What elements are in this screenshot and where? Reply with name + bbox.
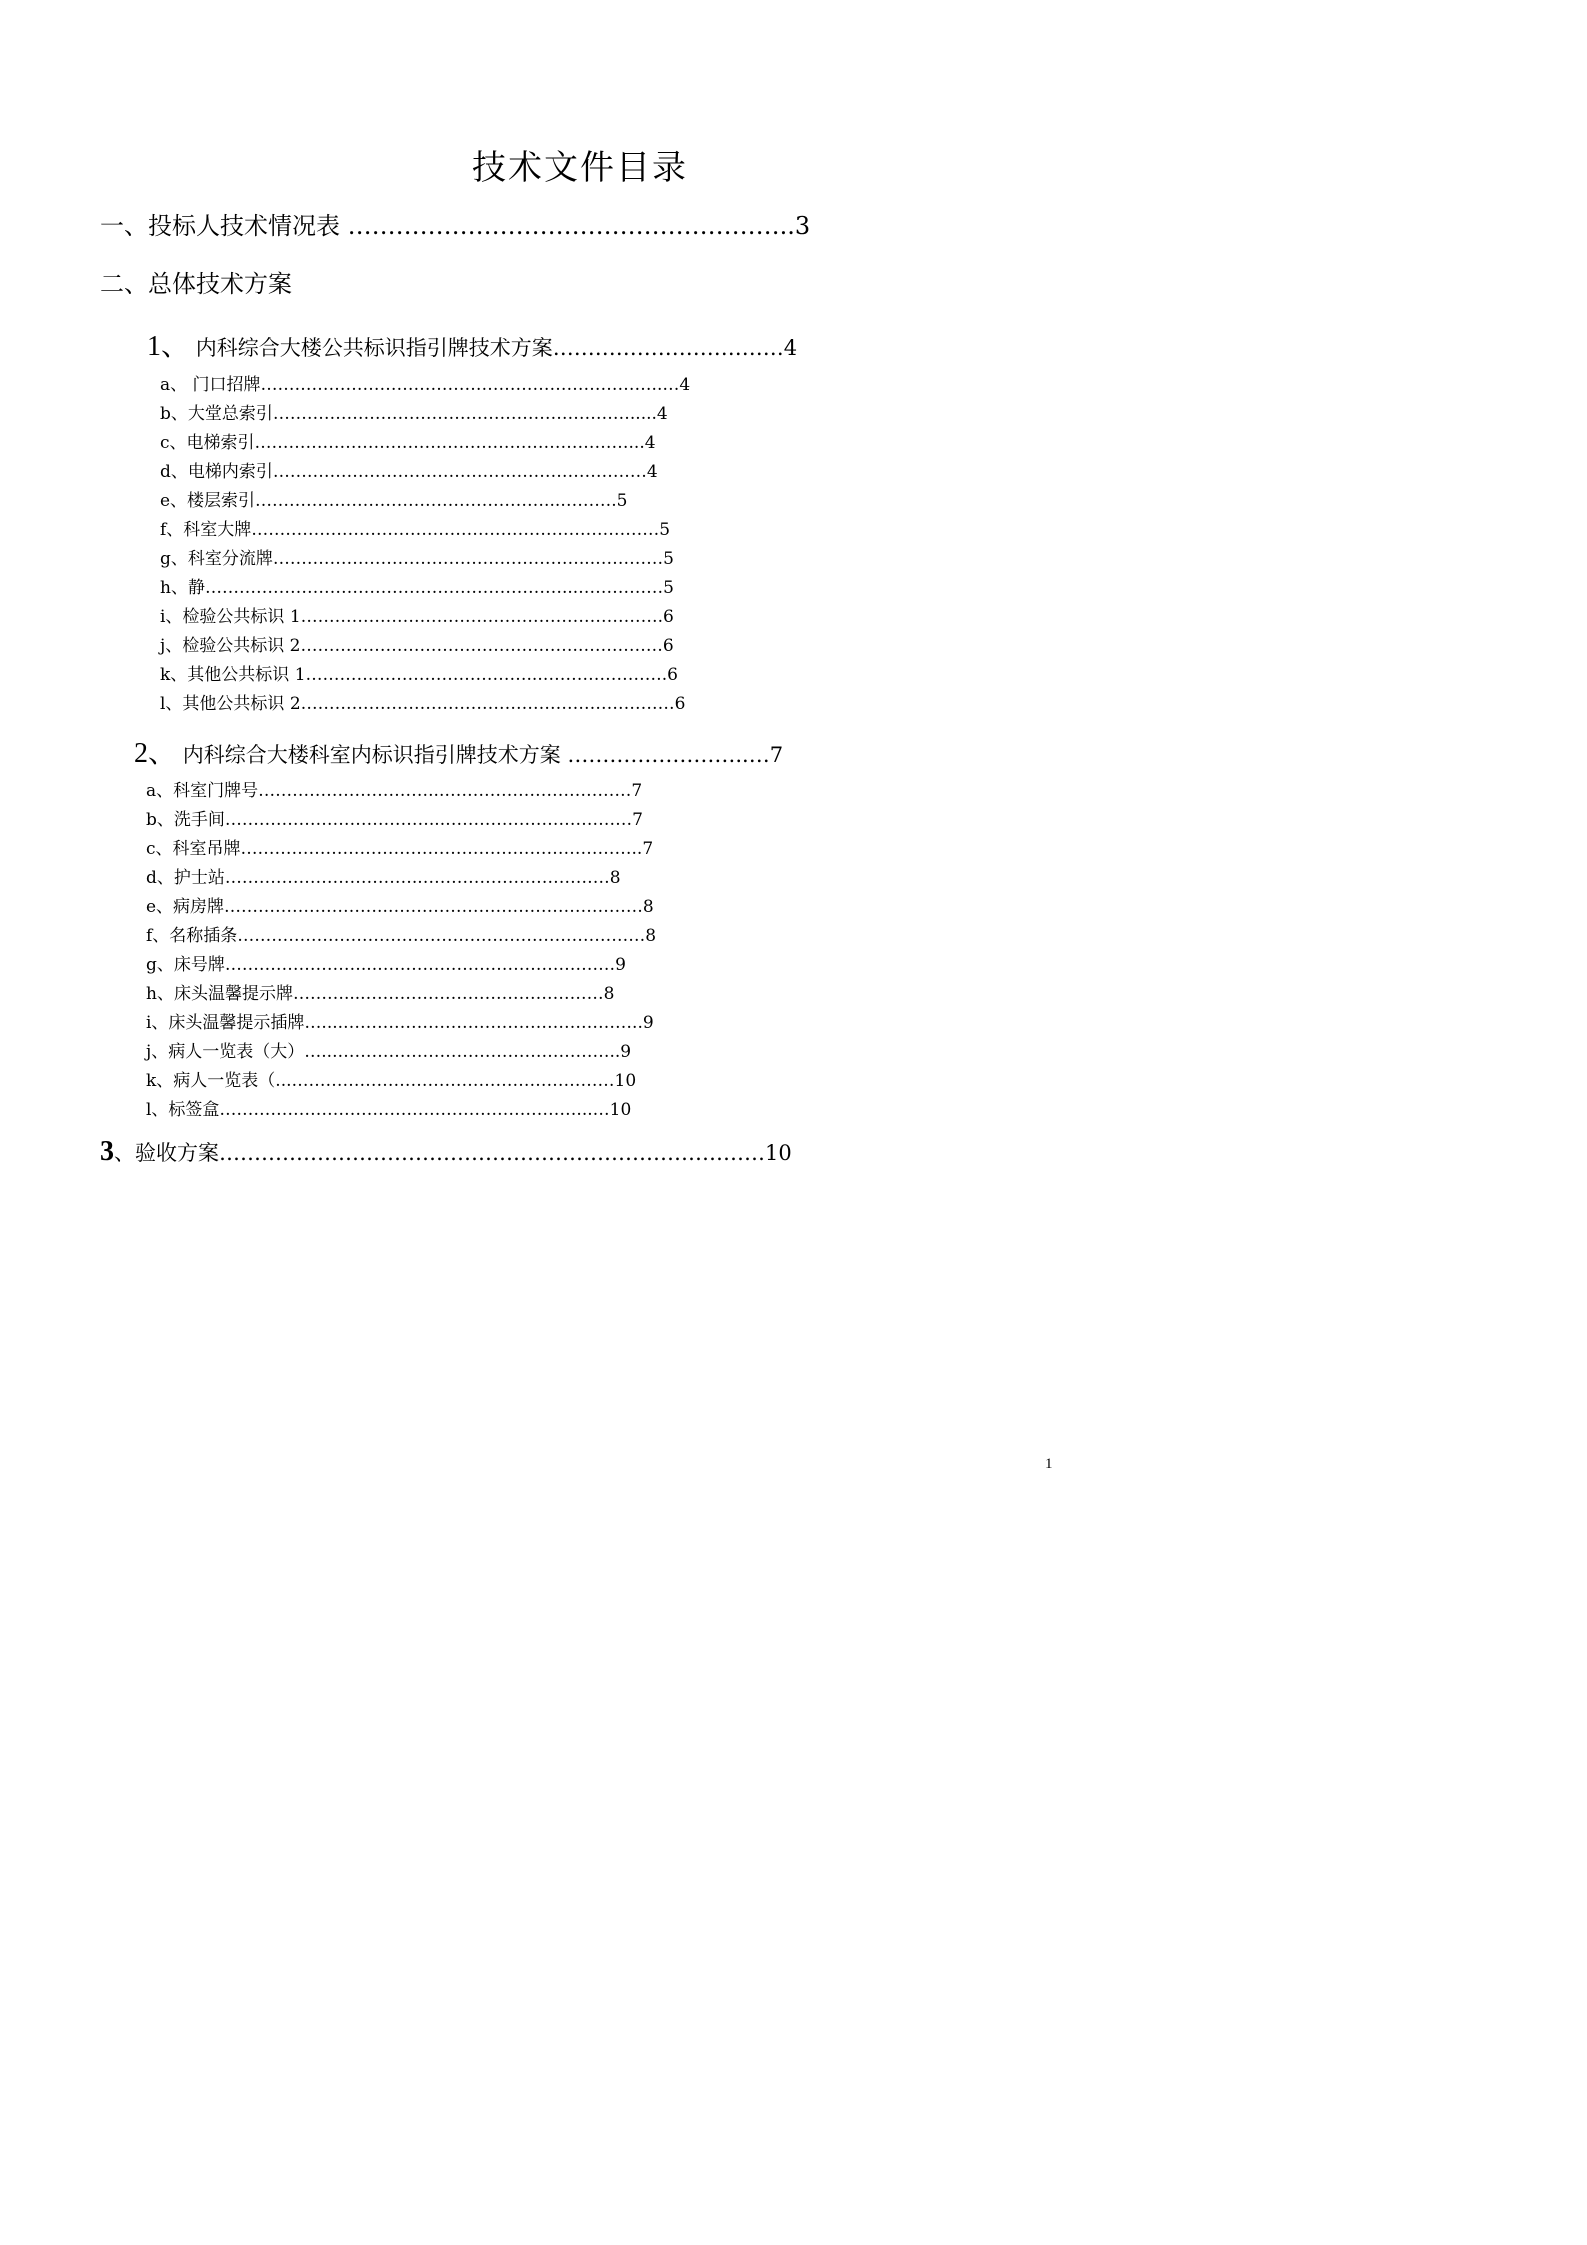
toc-entry-text: 内科综合大楼公共标识指引牌技术方案……………………………4 — [189, 336, 798, 360]
document-title: 技术文件目录 — [472, 148, 688, 188]
toc-item[interactable]: d、电梯内索引…………………………………………………………4 — [160, 462, 658, 482]
toc-item[interactable]: c、科室吊牌……………………………………………………………..7 — [146, 839, 654, 859]
section-number: 3 — [100, 1136, 114, 1167]
toc-entry-public-signage[interactable] — [147, 324, 797, 364]
toc-entry-text: 内科综合大楼科室内标识指引牌技术方案 ……………………..…7 — [176, 743, 784, 767]
toc-item[interactable]: e、病房牌………………………..………………………………………8 — [146, 897, 654, 917]
toc-item[interactable]: j、病人一览表（大）…...…………………………………………..9 — [146, 1042, 632, 1062]
section-number: 2、 — [134, 738, 177, 769]
toc-item[interactable]: l、其他公共标识 2…………………………………………………………6 — [160, 694, 686, 714]
toc-entry-overall-plan[interactable]: 二、总体技术方案 — [100, 270, 292, 298]
toc-item[interactable]: f、科室大牌………………………………………………………………5 — [160, 520, 671, 540]
toc-item[interactable]: d、护士站……………………………..……………………………8 — [146, 868, 621, 888]
toc-item[interactable]: j、检验公共标识 2………………………………………….……………6 — [160, 636, 674, 656]
toc-item[interactable]: f、名称插条………………………………………………………………8 — [146, 926, 657, 946]
section-number: 1、 — [147, 331, 190, 362]
toc-item[interactable]: a、科室门牌号…………………………...……………………………7 — [146, 781, 643, 801]
toc-entry-department-signage[interactable] — [134, 731, 783, 771]
page-number: 1 — [1045, 1456, 1053, 1472]
toc-item[interactable]: h、静………………………………………………………...……………5 — [160, 578, 674, 598]
toc-item[interactable]: b、洗手间………………………………...……………………………7 — [146, 810, 643, 830]
toc-item[interactable]: g、科室分流牌………………………………………………...…………5 — [160, 549, 674, 569]
toc-entry-acceptance-plan[interactable] — [100, 1136, 792, 1168]
toc-item[interactable]: h、床头温馨提示牌………....……………………………………8 — [146, 984, 615, 1004]
toc-entry-text: 、验收方案……………………………………………………………………10 — [114, 1141, 792, 1165]
toc-item[interactable]: i、检验公共标识 1……………………………………………………….6 — [160, 607, 674, 627]
toc-item[interactable]: k、病人一览表（...…………………………………………………10 — [146, 1071, 637, 1091]
toc-item[interactable]: c、电梯索引…………………………………………………………...4 — [160, 433, 656, 453]
toc-item[interactable]: i、床头温馨提示插牌…....……………………………………………..9 — [146, 1013, 654, 1033]
toc-item[interactable]: g、床号牌……………………...……………………………………9 — [146, 955, 626, 975]
toc-item[interactable]: e、楼层索引……………………………………………...……….5 — [160, 491, 628, 511]
toc-item[interactable]: l、标签盒………………………………………………………...…10 — [146, 1100, 632, 1120]
toc-entry-bidder-info[interactable]: 一、投标人技术情况表 ………………………………………………..3 — [100, 212, 811, 240]
toc-item[interactable]: k、其他公共标识 1…………………………………...………………….6 — [160, 665, 678, 685]
toc-item[interactable]: a、 门口招牌……………………………………………………………..…4 — [160, 375, 691, 395]
toc-item[interactable]: b、大堂总索引……………………………………………………….....4 — [160, 404, 668, 424]
